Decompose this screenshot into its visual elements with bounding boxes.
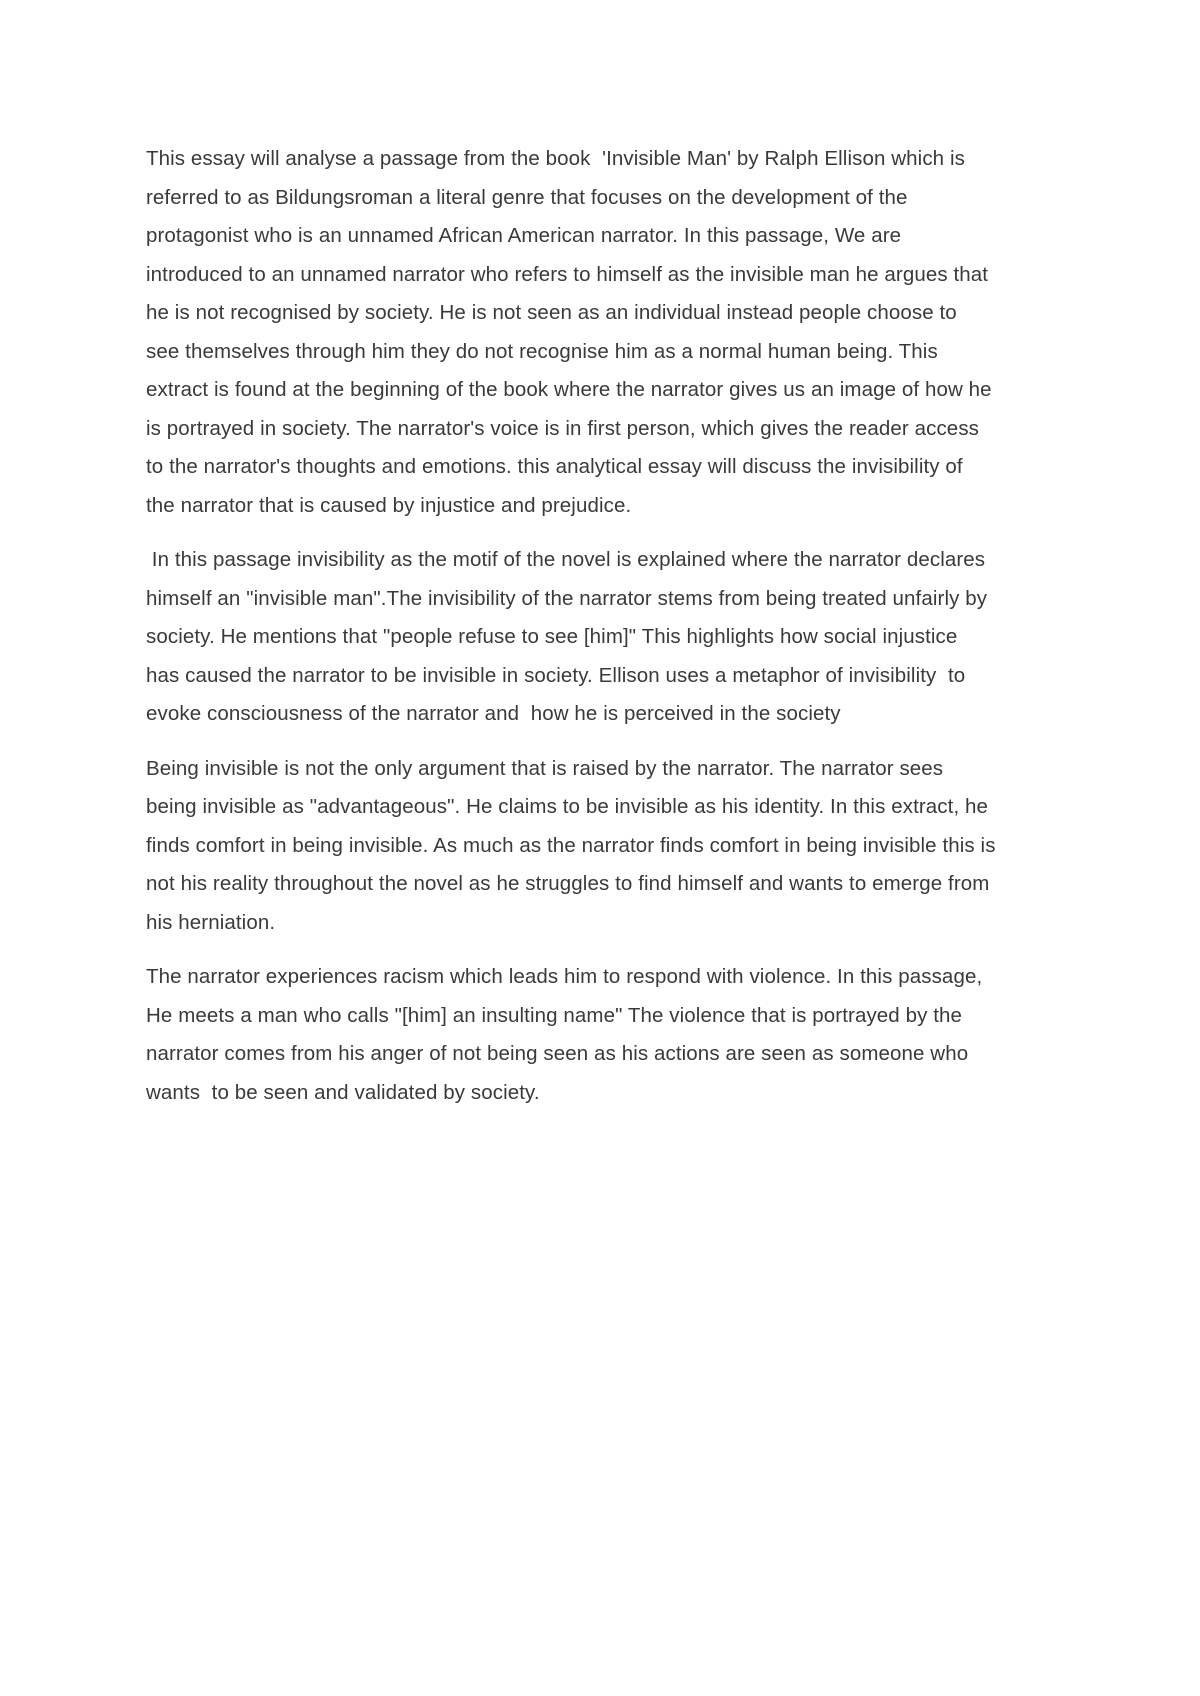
text-line: extract is found at the beginning of the book where the narrator gives us an image of how he [146,378,992,401]
text-line: evoke consciousness of the narrator and how he is perceived in the society [146,702,841,725]
text-line: Being invisible is not the only argument that is raised by the narrator. The narrator sees [146,756,944,780]
text-line: protagonist who is an unnamed African American narrator. In this passage, We are [146,224,902,247]
text-line: is portrayed in society. The narrator's voice is in first person, which gives the reader access [146,416,980,440]
paragraph-racism-violence [146,958,1066,1112]
text-line: narrator comes from his anger of not being seen as his actions are seen as someone who [146,1042,969,1065]
text-line: not his reality throughout the novel as he struggles to find himself and wants to emerge from [146,872,990,895]
text-line: The narrator experiences racism which leads him to respond with violence. In this passage, [146,965,983,988]
text-line: he is not recognised by society. He is not seen as an individual instead people choose to [146,301,957,324]
text-line: wants to be seen and validated by society. [146,1080,540,1104]
text-line: He meets a man who calls "[him] an insulting name" The violence that is portrayed by the [146,1003,963,1027]
text-line: his herniation. [146,910,276,934]
text-line: see themselves through him they do not recognise him as a normal human being. This [146,339,938,363]
essay-body [146,140,1066,1128]
text-line: In this passage invisibility as the motif of the novel is explained where the narrator declares [146,548,986,571]
text-line: being invisible as "advantageous". He claims to be invisible as his identity. In this extract, he [146,795,989,818]
text-line: introduced to an unnamed narrator who refers to himself as the invisible man he argues that [146,262,989,286]
paragraph-introduction [146,140,1066,525]
paragraph-invisibility-motif [146,541,1066,734]
text-line: finds comfort in being invisible. As much as the narrator finds comfort in being invisible this is [146,833,996,857]
text-line: has caused the narrator to be invisible in society. Ellison uses a metaphor of invisibility to [146,663,966,687]
paragraph-advantageous [146,750,1066,943]
text-line: society. He mentions that "people refuse to see [him]" This highlights how social injustice [146,625,958,648]
text-line: himself an "invisible man".The invisibility of the narrator stems from being treated unfairly by [146,586,988,610]
text-line: the narrator that is caused by injustice and prejudice. [146,493,632,517]
text-line: to the narrator's thoughts and emotions. this analytical essay will discuss the invisibility of [146,455,963,478]
text-line: referred to as Bildungsroman a literal genre that focuses on the development of the [146,185,908,209]
text-line: This essay will analyse a passage from the book 'Invisible Man' by Ralph Ellison which is [146,147,965,170]
